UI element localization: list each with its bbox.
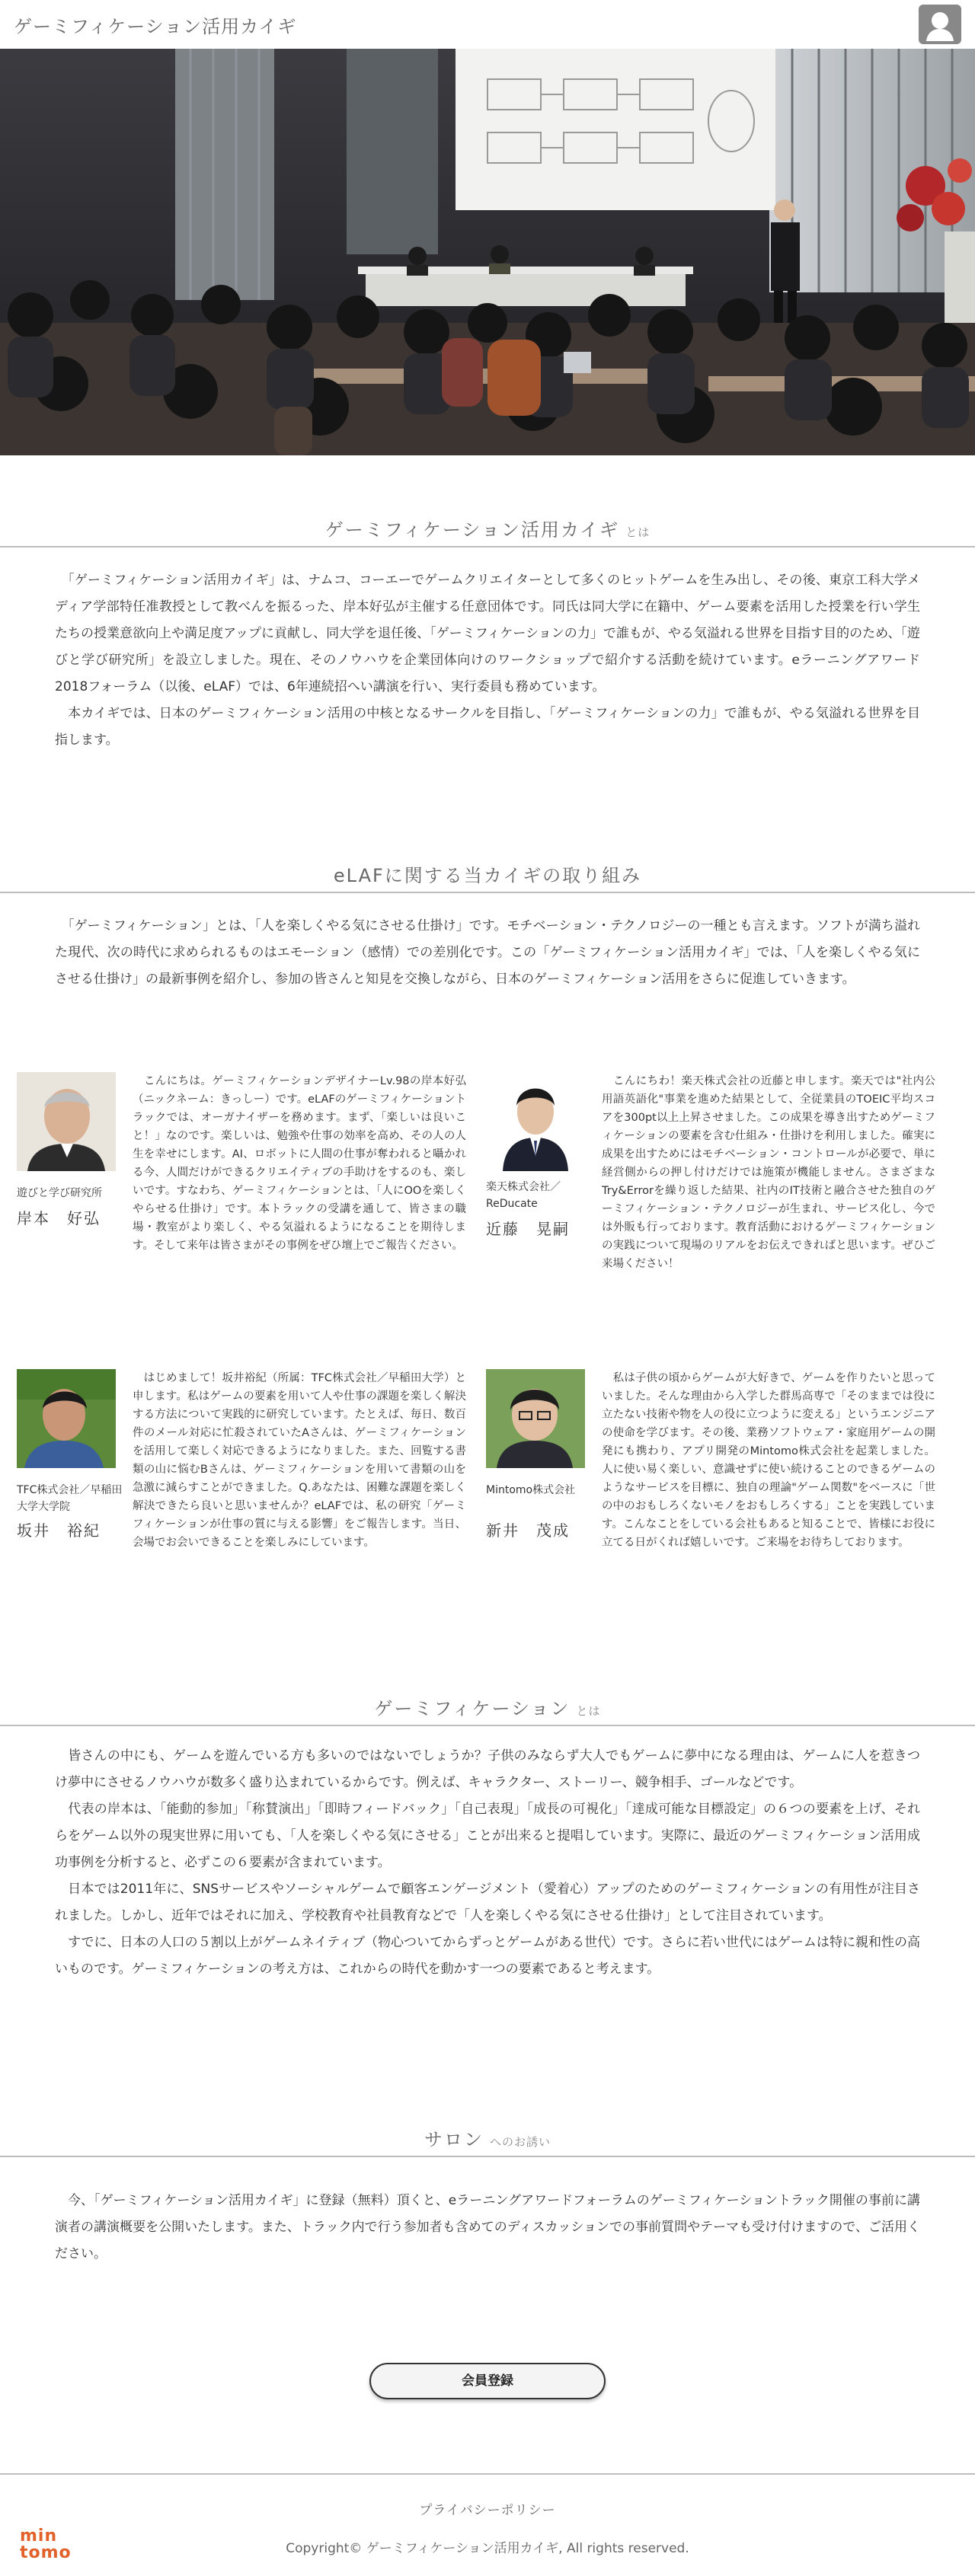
member-org: Mintomo株式会社 — [486, 1484, 576, 1496]
gamification-paragraph-4-text: すでに、日本の人口の５割以上がゲームネイティブ（物心ついてからずっとゲームがある世代）です。さらに若い世代にはゲームは特に親和性の高いものです。ゲーミフィケーションの考え方は、これからの時代を動かす一つの要素であると考えます。 — [55, 1935, 920, 1977]
gamification-paragraph-1-text: 皆さんの中にも、ゲームを遊んでいる方も多いのではないでしょうか？子供のみならず大人でもゲームに夢中になる理由は、ゲームに人を惹きつけ夢中にさせるノウハウが数多く盛り込まれているからです。例えば、キャラクター、ストーリー、競争相手、ゴールなどです。 — [55, 1748, 921, 1790]
gamification-paragraph-3-text: 日本では2011年に、SNSサービスやソーシャルゲームで顧客エンゲージメント（愛着心）アップのためのゲーミフィケーションの有用性が注目されました。しかし、近年ではそれに加え、学校教育や社員教育などで「人を楽しくやる気にさせる仕掛け」として注目されています。 — [55, 1882, 921, 1923]
salon-body — [0, 2188, 975, 2268]
member-message — [602, 1369, 935, 1552]
hero-photo — [0, 49, 975, 455]
salon-section — [0, 2124, 975, 2268]
about-paragraph-2-text: 本カイギでは、日本のゲーミフィケーション活用の中核となるサークルを目指し、「ゲーミフィケーションの力」で誰もが、やる気溢れる世界を目指します。 — [55, 706, 921, 748]
member-message — [133, 1072, 466, 1255]
member-register-button[interactable]: 会員登録 — [369, 2363, 606, 2399]
salon-title: サロン — [424, 2129, 484, 2150]
copyright-text: Copyright© ゲーミフィケーション活用カイギ, All rights reserved. — [286, 2541, 689, 2556]
member-photo — [486, 1369, 585, 1468]
salon-paragraph — [55, 2188, 920, 2268]
gamification-title: ゲーミフィケーション — [374, 1698, 571, 1719]
member-org: 楽天株式会社／ReDucate — [486, 1181, 561, 1210]
member-card — [486, 1369, 935, 1643]
elaf-paragraph-text: 「ゲーミフィケーション」とは、「人を楽しくやる気にさせる仕掛け」です。モチベーション・テクノロジーの一種とも言えます。ソフトが満ち溢れた現代、次の時代に求められるものはエモーション（感情）での差別化です。この「ゲーミフィケーション活用カイギ」では、「人を楽しくやる気にさせる仕掛け」の最新事例を紹介し、参加の皆さんと知見を交換しながら、日本のゲーミフィケーション活用をさらに促進していきます。 — [55, 918, 921, 987]
member-org: 遊びと学び研究所 — [17, 1187, 102, 1199]
member-message-text: はじめまして！坂井裕紀（所属：TFC株式会社／早稲田大学）と申します。私はゲームの要素を用いて人や仕事の課題を楽しく解決する方法について実践的に研究しています。たとえば、毎日、数百件のメール対応に忙殺されていたAさんは、ゲーミフィケーションを活用して楽しく対応できるようになりました。また、回覧する書類の山に悩むBさんは、ゲーミフィケーションを用いて書類の山を急激に減らすことができました。Q.あなたは、困難な課題を楽しく解決できたら良いと思いませんか？eLAFでは、私の研究「ゲーミフィケーションが仕事の質に与える影響」をご報告します。当日、会場でお会いできることを楽しみにしています。 — [133, 1372, 466, 1549]
elaf-paragraph — [55, 913, 920, 993]
member-name: 近藤 晃嗣 — [486, 1220, 570, 1238]
user-account-icon — [923, 8, 957, 41]
about-heading — [0, 515, 975, 547]
about-suffix: とは — [625, 525, 651, 539]
privacy-policy-link-text[interactable]: プライバシーポリシー — [419, 2503, 556, 2518]
member-name: 新井 茂成 — [486, 1521, 570, 1540]
member-photo — [17, 1072, 116, 1171]
member-name: 岸本 好弘 — [17, 1209, 101, 1227]
gamification-paragraph-3 — [55, 1876, 920, 1930]
member-portrait-icon — [17, 1072, 116, 1171]
member-portrait-icon — [17, 1369, 116, 1468]
salon-paragraph-text: 今、「ゲーミフィケーション活用カイギ」に登録（無料）頂くと、eラーニングアワードフォーラムのゲーミフィケーショントラック開催の事前に講演者の講演概要を公開いたします。また、トラック内で行う参加者も含めてのディスカッションでの事前質問やテーマも受け付けますので、ご活用ください。 — [55, 2193, 921, 2262]
member-card — [486, 1072, 935, 1346]
register-wrap — [0, 2363, 975, 2399]
member-photo — [17, 1369, 116, 1468]
member-portrait-icon — [486, 1072, 585, 1171]
site-footer — [0, 2473, 975, 2576]
member-org: TFC株式会社／早稲田大学大学院 — [17, 1484, 123, 1513]
gamification-heading — [0, 1693, 975, 1726]
site-header — [0, 0, 975, 49]
gamification-paragraph-1 — [55, 1743, 920, 1796]
privacy-policy-link — [0, 2499, 975, 2518]
member-portrait-icon — [486, 1369, 585, 1468]
member-name: 坂井 裕紀 — [17, 1521, 101, 1540]
member-message — [602, 1072, 935, 1273]
gamification-section — [0, 1693, 975, 1983]
member-grid — [0, 1072, 975, 1636]
about-section — [0, 515, 975, 754]
logo-line-2: tomo — [20, 2543, 72, 2562]
member-card — [17, 1072, 466, 1346]
member-photo — [486, 1072, 585, 1171]
about-paragraph-2 — [55, 701, 920, 754]
elaf-heading — [0, 860, 975, 893]
gamification-body — [0, 1743, 975, 1983]
gamification-paragraph-2-text: 代表の岸本は、「能動的参加」「称賛演出」「即時フィードバック」「自己表現」「成長の可視化」「達成可能な目標設定」の６つの要素を上げ、それらをゲーム以外の現実世界に用いても、「人を楽しくやる気にさせる」ことが出来ると提唱しています。実際に、最近のゲーミフィケーション活用成功事例を分析すると、必ずこの６要素が含まれています。 — [55, 1802, 921, 1870]
salon-heading — [0, 2124, 975, 2157]
member-message-text: こんにちわ！楽天株式会社の近藤と申します。楽天では"社内公用語英語化"事業を進めた結果として、全従業員のTOEIC平均スコアを300pt以上上昇させました。この成果を導き出すためゲーミフィケーションの要素を含む仕組み・仕掛けを利用しました。確実に成果を出すためにはモチベーション・コントロールが必要で、単に経営側からの押し付けだけでは施策が機能しません。さまざまなTry&Errorを繰り返した結果、社内のIT技術と融合させた独自のゲーミフィケーション・テクノロジーが生まれ、サービス化し、今では外販も行っております。教育活動におけるゲーミフィケーションの実践について現場のリアルをお伝えできればと思います。ぜひご来場ください！ — [602, 1075, 935, 1270]
member-message-text: こんにちは。ゲーミフィケーションデザイナーLv.98の岸本好弘（ニックネーム：きっしー）です。eLAFのゲーミフィケーショントラックでは、オーガナイザーを務めます。まず、「楽しいは良いこと！」なのです。楽しいは、勉強や仕事の効率を高め、その人の人生を幸せにします。AI、ロボットに人間の仕事が奪われると囁かれる今、人間だけができるクリエイティブの手助けをするのも、楽しいです。すなわち、ゲーミフィケーションとは、「人にOOを楽しくやらせる仕掛け」です。本トラックの受講を通して、皆さまの職場・教室がより楽しく、やる気溢れるようになることを期待します。そして来年は皆さまがその事例をぜひ壇上でご報告ください。 — [133, 1075, 467, 1252]
gamification-paragraph-4 — [55, 1930, 920, 1983]
about-title: ゲーミフィケーション活用カイギ — [324, 519, 620, 541]
about-paragraph-1 — [55, 567, 920, 701]
elaf-body — [0, 913, 975, 993]
about-body — [0, 567, 975, 754]
site-title[interactable]: ゲーミフィケーション活用カイギ — [14, 15, 297, 37]
gamification-paragraph-2 — [55, 1796, 920, 1876]
conference-scene-image — [0, 49, 975, 455]
member-message-text: 私は子供の頃からゲームが大好きで、ゲームを作りたいと思っていました。そんな理由から入学した群馬高専で「そのままでは役に立たない技術や物を人の役に立つように変える」というエンジニアの使命を学びます。その後、業務ソフトウェア・家庭用ゲームの開発にも携わり、アプリ開発のMintomo株式会社を起業しました。人に使い易く楽しい、意識せずに使い続けることのできるゲームのようなサービスを目標に、独自の理論"ゲーム関数"をベースに「世の中のおもしろくないモノをおもしろくする」ことを実践しています。こんなことをしている会社もあると知ることで、皆様にお役に立てる日がくれば嬉しいです。ご来場をお待ちしております。 — [602, 1372, 936, 1549]
about-paragraph-1-text: 「ゲーミフィケーション活用カイギ」は、ナムコ、コーエーでゲームクリエイターとして多くのヒットゲームを生み出し、その後、東京工科大学メディア学部特任准教授として教べんを振るった、岸本好弘が主催する任意団体です。同氏は同大学に在籍中、ゲーム要素を活用した授業を行い学生たちの授業意欲向上や満足度アップに貢献し、同大学を退任後、「ゲーミフィケーションの力」で誰もが、やる気溢れる世界を目指す目的のため、「遊びと学び研究所」を設立しました。現在、そのノウハウを企業団体向けのワークショップで紹介する活動を続けています。eラーニングアワード2018フォーラム（以後、eLAF）では、6年連続招へい講演を行い、実行委員も務めています。 — [55, 573, 921, 694]
gamification-suffix: とは — [576, 1704, 601, 1718]
salon-suffix: へのお誘い — [489, 2135, 551, 2149]
member-card — [17, 1369, 466, 1643]
member-message — [133, 1369, 466, 1552]
logo-line-1: min — [20, 2527, 58, 2546]
elaf-title: eLAFに関する当カイギの取り組み — [333, 865, 642, 886]
elaf-section — [0, 860, 975, 993]
account-button[interactable] — [919, 5, 961, 44]
